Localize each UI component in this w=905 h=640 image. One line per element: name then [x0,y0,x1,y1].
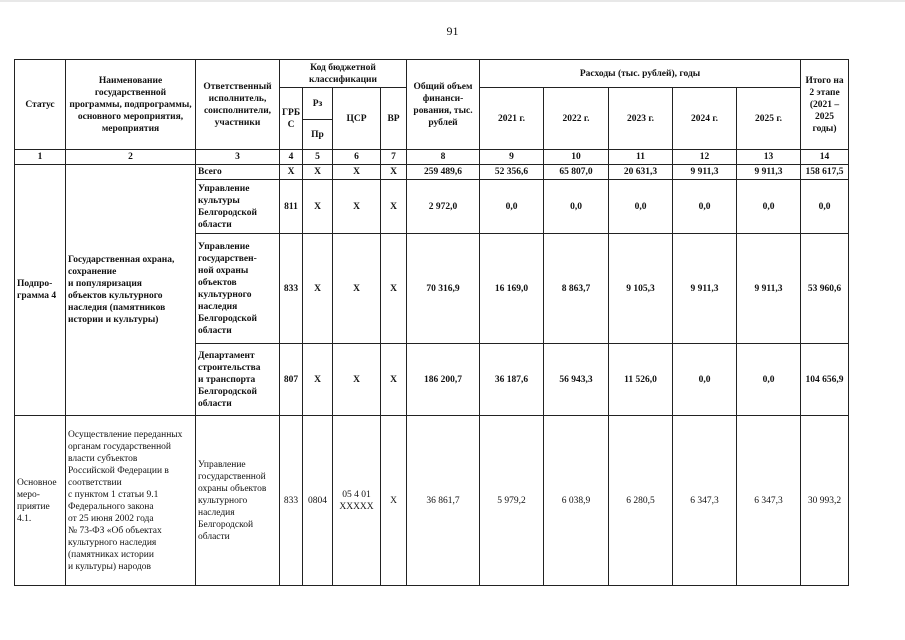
responsible-cell: Всего [196,165,280,180]
header-csr: ЦСР [333,88,381,150]
total-cell: 36 861,7 [407,416,480,586]
total-cell: 70 316,9 [407,234,480,344]
year-2023-cell: 0,0 [609,180,673,234]
name-cell: Государственная охрана, сохранение и популяризация объектов культурного наследия (памятников истории и культуры) [66,165,196,416]
header-total: Общий объем финанси-рования, тыс. рублей [407,60,480,150]
csr-cell: X [333,165,381,180]
year-2024-cell: 6 347,3 [673,416,737,586]
year-2021-cell: 36 187,6 [480,344,544,416]
header-responsible: Ответственный исполнитель, соисполнители, участники [196,60,280,150]
itogo-cell: 30 993,2 [801,416,849,586]
column-number: 11 [609,150,673,165]
grbs-cell: 811 [280,180,303,234]
year-2023-cell: 6 280,5 [609,416,673,586]
year-2022-cell: 6 038,9 [544,416,609,586]
vr-cell: X [381,234,407,344]
vr-cell: X [381,416,407,586]
vr-cell: X [381,180,407,234]
vr-cell: X [381,165,407,180]
rzpr-cell: X [303,344,333,416]
itogo-cell: 104 656,9 [801,344,849,416]
header-itogo: Итого на 2 этапе (2021 – 2025 годы) [801,60,849,150]
header-year-2025: 2025 г. [737,88,801,150]
year-2024-cell: 9 911,3 [673,234,737,344]
year-2021-cell: 5 979,2 [480,416,544,586]
itogo-cell: 158 617,5 [801,165,849,180]
grbs-cell: 807 [280,344,303,416]
column-number: 2 [66,150,196,165]
total-cell: 259 489,6 [407,165,480,180]
responsible-cell: Управление государствен- ной охраны объектов культурного наследия Белгородской области [196,234,280,344]
column-number: 7 [381,150,407,165]
year-2023-cell: 9 105,3 [609,234,673,344]
responsible-cell: Департамент строительства и транспорта Белгородской области [196,344,280,416]
column-number: 14 [801,150,849,165]
year-2021-cell: 52 356,6 [480,165,544,180]
year-2025-cell: 9 911,3 [737,165,801,180]
column-number: 3 [196,150,280,165]
responsible-cell: Управление государственной охраны объектов культурного наследия Белгородской области [196,416,280,586]
grbs-cell: 833 [280,416,303,586]
year-2023-cell: 20 631,3 [609,165,673,180]
header-year-2022: 2022 г. [544,88,609,150]
year-2021-cell: 0,0 [480,180,544,234]
header-grbs: ГРБ С [280,88,303,150]
vr-cell: X [381,344,407,416]
header-vr: ВР [381,88,407,150]
year-2025-cell: 0,0 [737,180,801,234]
rzpr-cell: X [303,165,333,180]
csr-cell: X [333,234,381,344]
year-2024-cell: 9 911,3 [673,165,737,180]
year-2022-cell: 65 807,0 [544,165,609,180]
status-cell: Подпро- грамма 4 [15,165,66,416]
csr-cell: 05 4 01 XXXXX [333,416,381,586]
column-number: 12 [673,150,737,165]
grbs-cell: 833 [280,234,303,344]
page-number: 91 [446,24,459,38]
total-cell: 2 972,0 [407,180,480,234]
total-cell: 186 200,7 [407,344,480,416]
column-number: 1 [15,150,66,165]
column-number: 8 [407,150,480,165]
responsible-cell: Управление культуры Белгородской области [196,180,280,234]
rzpr-cell: X [303,234,333,344]
grbs-cell: X [280,165,303,180]
year-2021-cell: 16 169,0 [480,234,544,344]
year-2024-cell: 0,0 [673,180,737,234]
header-expenses: Расходы (тыс. рублей), годы [480,60,801,88]
header-year-2023: 2023 г. [609,88,673,150]
year-2025-cell: 6 347,3 [737,416,801,586]
table-row [15,416,849,586]
year-2023-cell: 11 526,0 [609,344,673,416]
header-year-2024: 2024 г. [673,88,737,150]
status-cell: Основное меро- приятие 4.1. [15,416,66,586]
rzpr-cell: X [303,180,333,234]
year-2022-cell: 56 943,3 [544,344,609,416]
column-number: 9 [480,150,544,165]
column-number: 13 [737,150,801,165]
column-number: 6 [333,150,381,165]
header-rz: Рз [303,88,333,120]
top-edge-line [0,0,905,2]
year-2022-cell: 0,0 [544,180,609,234]
csr-cell: X [333,180,381,234]
year-2022-cell: 8 863,7 [544,234,609,344]
budget-table [14,59,849,586]
year-2025-cell: 9 911,3 [737,234,801,344]
column-number: 4 [280,150,303,165]
table-row [15,165,849,180]
year-2024-cell: 0,0 [673,344,737,416]
rzpr-cell: 0804 [303,416,333,586]
header-budget-code: Код бюджетной классификации [280,60,407,88]
header-name: Наименование государственной программы, подпрограммы, основного мероприятия, мероприятия [66,60,196,150]
header-year-2021: 2021 г. [480,88,544,150]
header-pr: Пр [303,120,333,150]
itogo-cell: 53 960,6 [801,234,849,344]
name-cell: Осуществление переданных органам государственной власти субъектов Российской Федерации в соответствии с пунктом 1 статьи 9.1 Федерального закона от 25 июня 2002 года № 73-ФЗ «Об объектах культурного наследия (памятниках истории и культуры) народов [66,416,196,586]
column-number: 10 [544,150,609,165]
column-number: 5 [303,150,333,165]
header-status: Статус [15,60,66,150]
csr-cell: X [333,344,381,416]
year-2025-cell: 0,0 [737,344,801,416]
itogo-cell: 0,0 [801,180,849,234]
